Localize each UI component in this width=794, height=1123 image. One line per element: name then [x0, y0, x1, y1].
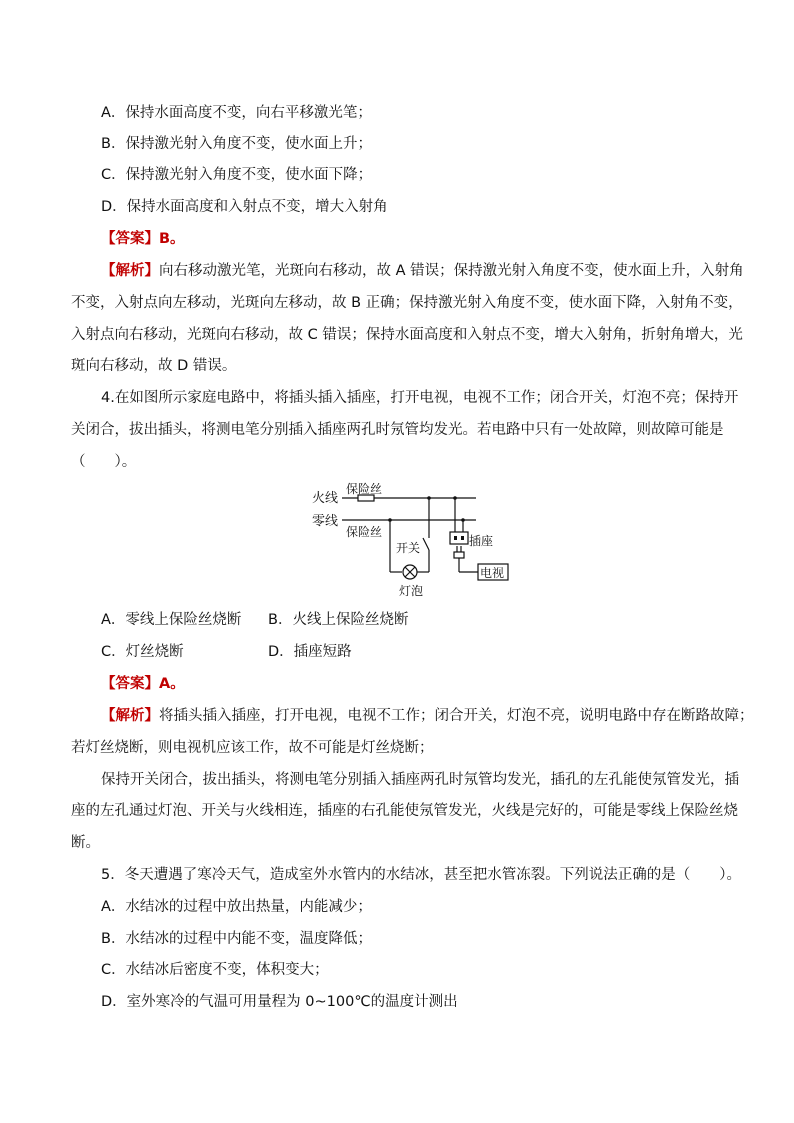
answer-label: 【答案】: [101, 676, 159, 692]
answer-value: B。: [159, 231, 185, 247]
q3-option-b: B．保持激光射入角度不变，使水面上升；: [101, 136, 372, 152]
tv-label: 电视: [480, 566, 505, 580]
q5-option-d: D．室外寒冷的气温可用量程为 0~100℃的温度计测出: [101, 994, 458, 1010]
q4-option-b: B．火线上保险丝烧断: [268, 612, 409, 628]
q3-analysis-line-3: 入射点向右移动，光斑向右移动，故 C 错误；保持水面高度和入射点不变，增大入射角，折射角增大，光: [71, 327, 743, 343]
q4-analysis2-line-1: 保持开关闭合，拔出插头，将测电笔分别插入插座两孔时氖管均发光，插孔的左孔能使氖管发光，插: [101, 772, 739, 788]
q4-analysis-line-2: 若灯丝烧断，则电视机应该工作，故不可能是灯丝烧断；: [71, 740, 434, 756]
q3-analysis-line-4: 斑向右移动，故 D 错误。: [71, 358, 237, 374]
answer-label: 【答案】: [101, 231, 159, 247]
q3-analysis-line-2: 不变，入射点向左移动，光斑向左移动，故 B 正确；保持激光射入角度不变，使水面下降，入射角不变，: [71, 295, 743, 311]
live-wire-label: 火线: [312, 491, 339, 506]
q4-option-d: D．插座短路: [268, 644, 352, 660]
q4-answer: [101, 674, 185, 694]
q5-stem: 5．冬天遭遇了寒冷天气，造成室外水管内的水结冰，甚至把水管冻裂。下列说法正确的是（ ）。: [101, 867, 741, 883]
analysis-text: 将插头插入插座，打开电视，电视不工作；闭合开关，灯泡不亮，说明电路中存在断路故障；: [159, 708, 754, 724]
q3-option-d: D．保持水面高度和入射点不变，增大入射角: [101, 199, 388, 215]
analysis-text: 向右移动激光笔，光斑向右移动，故 A 错误；保持激光射入角度不变，使水面上升，入射角: [159, 263, 744, 279]
neutral-wire-label: 零线: [312, 514, 339, 529]
socket-label: 插座: [469, 534, 494, 548]
q4-option-a: A．零线上保险丝烧断: [101, 612, 242, 628]
analysis-label: 【解析】: [101, 708, 159, 724]
q5-option-c: C．水结冰后密度不变，体积变大；: [101, 962, 329, 978]
q5-option-a: A．水结冰的过程中放出热量，内能减少；: [101, 899, 372, 915]
answer-value: A。: [159, 676, 185, 692]
analysis-label: 【解析】: [101, 263, 159, 279]
q4-stem-line-1: 4.在如图所示家庭电路中，将插头插入插座，打开电视，电视不工作；闭合开关，灯泡不亮；保持开: [101, 390, 739, 406]
bulb-label: 灯泡: [399, 584, 424, 598]
q3-analysis-line-1: [101, 261, 744, 281]
circuit-diagram: [300, 480, 520, 600]
q4-analysis2-line-3: 断。: [71, 835, 100, 851]
switch-label: 开关: [396, 541, 421, 555]
q4-option-c: C．灯丝烧断: [101, 644, 184, 660]
q3-option-a: A．保持水面高度不变，向右平移激光笔；: [101, 105, 372, 121]
fuse-bottom-label: 保险丝: [346, 525, 383, 539]
q3-option-c: C．保持激光射入角度不变，使水面下降；: [101, 167, 373, 183]
fuse-top-label: 保险丝: [346, 482, 383, 496]
q4-analysis-line-1: [101, 706, 754, 726]
q5-option-b: B．水结冰的过程中内能不变，温度降低；: [101, 931, 372, 947]
q4-analysis2-line-2: 座的左孔通过灯泡、开关与火线相连，插座的右孔能使氖管发光，火线是完好的，可能是零线上保险丝烧: [71, 803, 738, 819]
q4-stem-line-2: 关闭合，拔出插头，将测电笔分别插入插座两孔时氖管均发光。若电路中只有一处故障，则故障可能是: [71, 422, 724, 438]
q4-stem-line-3: （ ）。: [71, 454, 137, 470]
q3-answer: [101, 229, 185, 249]
